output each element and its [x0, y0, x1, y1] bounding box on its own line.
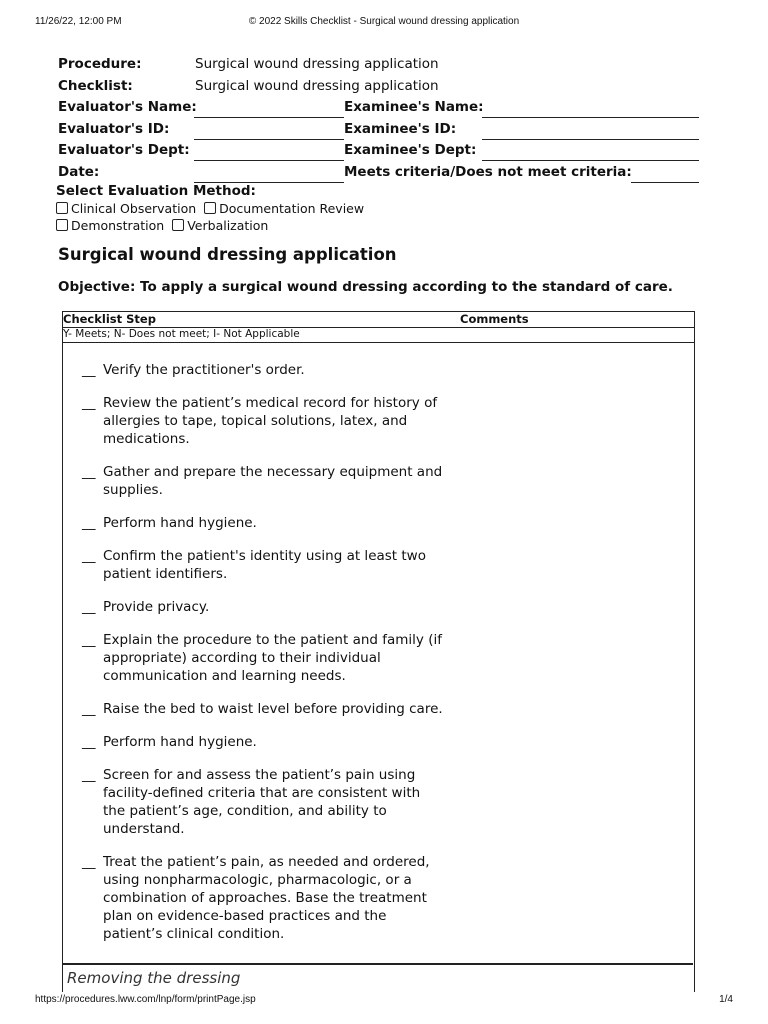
evaluation-method [56, 183, 364, 235]
step-text: Raise the bed to waist level before providing care. [103, 701, 443, 717]
print-footer [0, 994, 768, 1008]
step-text: supplies. [103, 482, 163, 498]
step-blank[interactable]: __ [82, 362, 96, 378]
step-text: combination of approaches. Base the treatment [103, 890, 427, 906]
step-text: Gather and prepare the necessary equipment and [103, 464, 443, 480]
id-row [58, 121, 708, 143]
step-text: facility-defined criteria that are consistent with [103, 785, 421, 801]
comments-header: Comments [460, 312, 529, 326]
page-number: 1/4 [719, 994, 733, 1005]
step-text: patient’s clinical condition. [103, 926, 285, 942]
evaluator-id-field[interactable] [194, 139, 344, 140]
step-text: Screen for and assess the patient’s pain using [103, 767, 416, 783]
step-blank[interactable]: __ [82, 548, 96, 564]
evaluator-dept-label: Evaluator's Dept: [58, 142, 190, 158]
examinee-dept-field[interactable] [482, 160, 699, 161]
table-legend [63, 328, 694, 343]
procedure-row [58, 56, 708, 78]
name-row [58, 99, 708, 121]
checklist-step [82, 853, 444, 943]
demonstration-checkbox[interactable] [56, 219, 68, 231]
step-blank[interactable]: __ [82, 599, 96, 615]
evaluator-id-label: Evaluator's ID: [58, 120, 170, 137]
step-text: allergies to tape, topical solutions, latex, and [103, 413, 408, 429]
checklist-label: Checklist: [58, 77, 133, 94]
checklist-step [82, 733, 444, 751]
section-title: Surgical wound dressing application [58, 245, 397, 264]
step-text: understand. [103, 821, 185, 837]
evaluator-dept-field[interactable] [194, 160, 344, 161]
procedure-label: Procedure: [58, 56, 142, 72]
step-blank[interactable]: __ [82, 464, 96, 480]
print-header [0, 16, 768, 30]
demonstration-label: Demonstration [71, 218, 165, 233]
step-text: Review the patient’s medical record for history of [103, 395, 438, 411]
checklist-step [82, 514, 444, 532]
step-text: Explain the procedure to the patient and family (if [103, 632, 442, 648]
checklist-step [82, 547, 444, 583]
step-text: using nonpharmacologic, pharmacologic, or a [103, 872, 412, 888]
step-text: Confirm the patient's identity using at least two [103, 548, 426, 564]
step-blank[interactable]: __ [82, 734, 96, 750]
evaluation-options-row-1 [56, 201, 364, 218]
documentation-review-label: Documentation Review [219, 201, 365, 216]
steps-box [63, 343, 693, 965]
criteria-field[interactable] [631, 182, 699, 183]
print-url: https://procedures.lww.com/lnp/form/printPage.jsp [35, 994, 256, 1005]
table-header [63, 312, 694, 328]
subsection-heading: Removing the dressing [67, 969, 241, 987]
step-text: Provide privacy. [103, 599, 210, 615]
legend-text: Y- Meets; N- Does not meet; I- Not Applicable [63, 328, 300, 340]
examinee-id-label: Examinee's ID: [344, 120, 457, 137]
step-text: medications. [103, 431, 190, 447]
examinee-name-label: Examinee's Name: [344, 99, 484, 115]
documentation-review-checkbox[interactable] [204, 202, 216, 214]
criteria-label: Meets criteria/Does not meet criteria: [344, 163, 632, 180]
clinical-observation-label: Clinical Observation [71, 201, 197, 216]
step-text: appropriate) according to their individual [103, 650, 381, 666]
date-label: Date: [58, 163, 100, 180]
step-blank[interactable]: __ [82, 854, 96, 870]
checklist-step-header: Checklist Step [63, 312, 156, 326]
step-blank[interactable]: __ [82, 767, 96, 783]
step-blank[interactable]: __ [82, 515, 96, 531]
checklist-value: Surgical wound dressing application [195, 77, 439, 94]
step-blank[interactable]: __ [82, 701, 96, 717]
print-date: 11/26/22, 12:00 PM [35, 16, 122, 27]
step-text: Treat the patient’s pain, as needed and ordered, [103, 854, 430, 870]
examinee-name-field[interactable] [482, 117, 699, 118]
clinical-observation-checkbox[interactable] [56, 202, 68, 214]
evaluation-heading: Select Evaluation Method: [56, 183, 256, 199]
evaluator-name-field[interactable] [194, 117, 344, 118]
checklist-step [82, 631, 444, 685]
checklist-step [82, 463, 444, 499]
checklist-step [82, 598, 444, 616]
verbalization-checkbox[interactable] [172, 219, 184, 231]
step-text: communication and learning needs. [103, 668, 346, 684]
checklist-table [62, 311, 695, 992]
step-text: patient identifiers. [103, 566, 228, 582]
step-blank[interactable]: __ [82, 395, 96, 411]
procedure-value: Surgical wound dressing application [195, 56, 439, 72]
checklist-step [82, 700, 444, 718]
examinee-id-field[interactable] [482, 139, 699, 140]
checklist-step [82, 394, 444, 448]
step-text: Verify the practitioner's order. [103, 362, 305, 378]
verbalization-label: Verbalization [187, 218, 269, 233]
objective: Objective: To apply a surgical wound dressing according to the standard of care. [58, 279, 673, 295]
checklist-meta [58, 56, 708, 185]
print-title: © 2022 Skills Checklist - Surgical wound dressing application [248, 16, 520, 27]
step-text: Perform hand hygiene. [103, 515, 257, 531]
checklist-step [82, 361, 444, 379]
dept-row [58, 142, 708, 164]
step-text: the patient’s age, condition, and ability to [103, 803, 387, 819]
evaluator-name-label: Evaluator's Name: [58, 99, 197, 115]
checklist-row [58, 78, 708, 100]
examinee-dept-label: Examinee's Dept: [344, 142, 477, 158]
date-row [58, 164, 708, 186]
step-text: Perform hand hygiene. [103, 734, 257, 750]
step-blank[interactable]: __ [82, 632, 96, 648]
step-text: plan on evidence-based practices and the [103, 908, 387, 924]
checklist-step [82, 766, 444, 838]
evaluation-options-row-2 [56, 218, 364, 235]
